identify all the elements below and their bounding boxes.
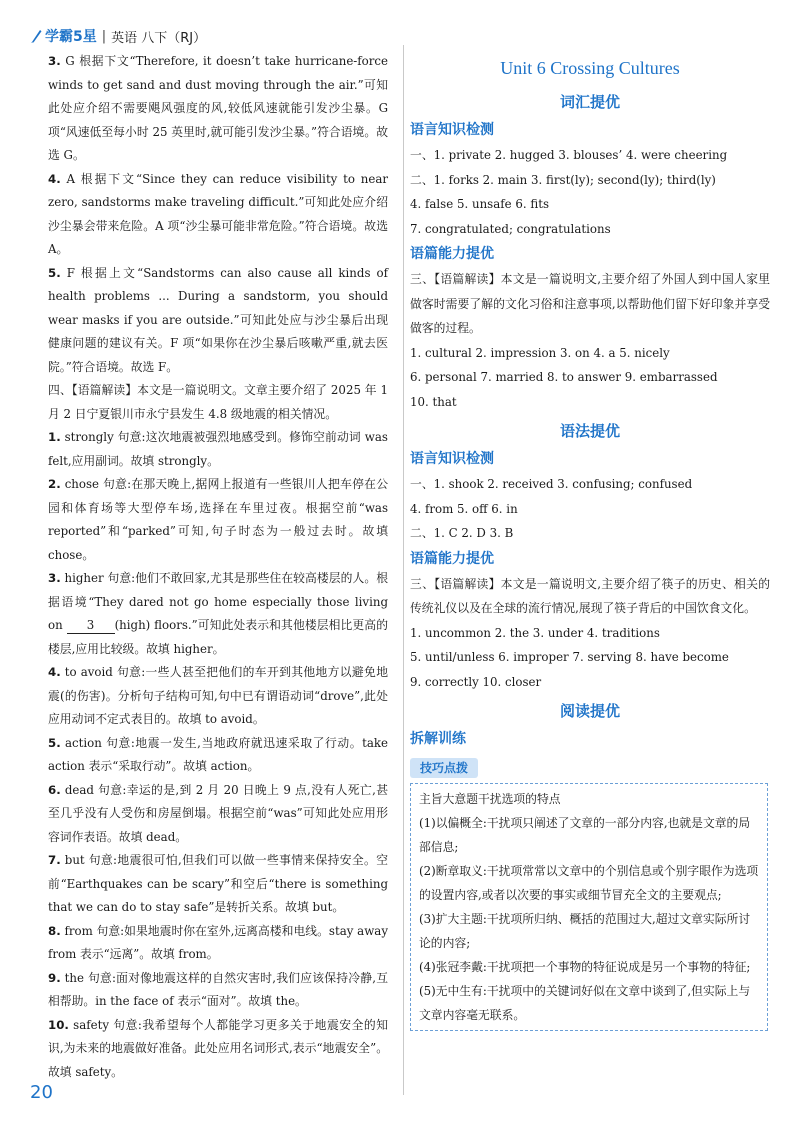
item-number: 5.	[48, 735, 61, 750]
answer-line: 10. that	[410, 394, 457, 409]
item-number: 4.	[48, 665, 61, 679]
tip-item: (2)断章取义:干扰项常常以文章中的个别信息或个别字眼作为选项的设置内容,或者以次要的事实或细节冒充全文的主要观点;	[419, 863, 759, 902]
item-number: 8.	[48, 923, 61, 938]
item-10	[48, 1014, 388, 1085]
brand-logo	[30, 26, 97, 46]
passage-reading: 三、【语篇解读】本文是一篇说明文,主要介绍了筷子的历史、相关的传统礼仪以及在全球的流行情况,展现了筷子背后的中国饮食文化。	[410, 576, 770, 615]
item-number: 1.	[48, 430, 61, 444]
answer-number: 5.	[48, 265, 61, 280]
item-7	[48, 849, 388, 920]
answer-line: 7. congratulated; congratulations	[410, 221, 611, 236]
subsection-discourse: 语篇能力提优	[410, 550, 494, 567]
answer-text: G 根据下文“Therefore, it doesn’t take hurricane-force winds to get sand and dust moving through the air.”可知此处应介绍不需要飓风强度的风,较低风速就能引发沙尘暴。G项“风速低至每小时 25 英里时,就可能引发沙尘暴。”符合语境。故选 G。	[48, 54, 388, 162]
item-5	[48, 732, 388, 779]
answer-line: 二、1. C 2. D 3. B	[410, 526, 514, 540]
subsection-knowledge: 语言知识检测	[410, 451, 494, 467]
right-column	[410, 55, 770, 1031]
item-text: the 句意:面对像地震这样的自然灾害时,我们应该保持冷静,互相帮助。in the face of 表示“面对”。故填 the。	[48, 970, 388, 1008]
answer-text: A 根据下文“Since they can reduce visibility to near zero, sandstorms make traveling difficult.”可知此处应介绍沙尘暴会带来危险。A 项“沙尘暴可能非常危险。”符合语境。故选 A。	[48, 171, 388, 256]
item-2	[48, 473, 388, 567]
answer-text: F 根据上文“Sandstorms can also cause all kinds of health problems ... During a sandstorm, you should wear masks if you are outside.”可知此处应与沙尘暴后出现健康问题的建议有关。F 项“如果你在沙尘暴后咳嗽严重,就去医院。”符合语境。故选 F。	[48, 265, 388, 374]
subsection-breakdown: 拆解训练	[410, 731, 466, 747]
pen-icon	[30, 29, 42, 43]
left-column	[48, 50, 388, 1084]
item-4	[48, 661, 388, 732]
item-9	[48, 967, 388, 1014]
brand-name: 学霸5星	[45, 29, 97, 45]
passage-reading: 三、【语篇解读】本文是一篇说明文,主要介绍了外国人到中国人家里做客时需要了解的文化习俗和注意事项,以帮助他们留下好印象并享受做客的过程。	[410, 272, 770, 335]
answer-line: 二、1. forks 2. main 3. first(ly); second(ly); third(ly)	[410, 172, 716, 187]
item-text: to avoid 句意:一些人甚至把他们的车开到其他地方以避免地震(的伤害)。分析句子结构可知,句中已有谓语动词“drove”,此处应用动词不定式表目的。故填 to avoid。	[48, 665, 388, 726]
section-title-vocab: 词汇提优	[559, 93, 620, 111]
passage-intro: 四、【语篇解读】本文是一篇说明文。文章主要介绍了 2025 年 1 月 2 日宁夏银川市永宁县发生 4.8 级地震的相关情况。	[48, 383, 388, 421]
tip-tag: 技巧点拨	[410, 758, 478, 778]
item-text: strongly 句意:这次地震被强烈地感受到。修饰空前动词 was felt,应用副词。故填 strongly。	[48, 430, 388, 468]
answer-line: 一、1. private 2. hugged 3. blouses’ 4. were cheering	[410, 148, 728, 162]
page-header	[30, 26, 206, 46]
tip-item: (4)张冠李戴:干扰项把一个事物的特征说成是另一个事物的特征;	[419, 959, 751, 974]
answer-line: 9. correctly 10. closer	[410, 674, 542, 689]
item-1	[48, 426, 388, 473]
answer-number: 3.	[48, 54, 61, 68]
tip-item: (1)以偏概全:干扰项只阐述了文章的一部分内容,也就是文章的局部信息;	[419, 815, 751, 854]
header-divider: |	[101, 28, 107, 44]
answer-5	[48, 262, 388, 380]
subject-label: 英语 八下（RJ）	[111, 30, 207, 46]
item-text-cont: (high) floors.”可知此处表示和其他楼层相比更高的楼层,应用比较级。故填 higher。	[48, 618, 389, 656]
item-text: from 句意:如果地震时你在室外,远离高楼和电线。stay away from 表示“远离”。故填 from。	[48, 923, 388, 961]
answer-line: 1. cultural 2. impression 3. on 4. a 5. nicely	[410, 345, 670, 360]
answer-line: 5. until/unless 6. improper 7. serving 8. have become	[410, 650, 729, 664]
answer-number: 4.	[48, 171, 61, 186]
tip-heading: 主旨大意题干扰选项的特点	[419, 791, 561, 806]
item-text: dead 句意:幸运的是,到 2 月 20 日晚上 9 点,没有人死亡,甚至几乎没有人受伤和房屋倒塌。根据空前“was”可知此处应用形容词作表语。故填 dead。	[48, 782, 388, 844]
section-title-reading: 阅读提优	[559, 702, 620, 720]
tip-box	[410, 783, 768, 1031]
item-number: 3.	[48, 571, 61, 585]
page-number: 20	[30, 1082, 53, 1103]
item-3	[48, 567, 388, 661]
tip-item: (5)无中生有:干扰项中的关键词好似在文章中谈到了,但实际上与文章内容毫无联系。	[419, 983, 751, 1022]
answer-line: 4. from 5. off 6. in	[410, 501, 518, 516]
section-title-grammar: 语法提优	[559, 422, 620, 440]
answer-line: 6. personal 7. married 8. to answer 9. embarrassed	[410, 370, 718, 384]
answer-line: 1. uncommon 2. the 3. under 4. traditions	[410, 625, 660, 640]
item-text: higher 句意:他们不敢回家,尤其是那些住在较高楼层的人。根据语境“They dared not go home especially those living on	[48, 571, 388, 632]
answer-4	[48, 168, 388, 262]
item-text: chose 句意:在那天晚上,据网上报道有一些银川人把车停在公园和体育场等大型停车场,选择在车里过夜。根据空前“was reported”和“parked”可知,句子时态为一般过去时。故填 chose。	[48, 477, 388, 562]
subsection-knowledge: 语言知识检测	[410, 122, 494, 138]
answer-3	[48, 50, 388, 168]
item-8	[48, 920, 388, 967]
answer-line: 4. false 5. unsafe 6. fits	[410, 197, 550, 211]
answer-line: 一、1. shook 2. received 3. confusing; confused	[410, 477, 693, 491]
item-number: 7.	[48, 853, 61, 867]
item-text: action 句意:地震一发生,当地政府就迅速采取了行动。take action 表示“采取行动”。故填 action。	[48, 735, 388, 773]
item-number: 2.	[48, 477, 61, 491]
item-number: 6.	[48, 782, 61, 797]
column-divider	[403, 45, 404, 1095]
subsection-discourse: 语篇能力提优	[410, 246, 494, 262]
item-6	[48, 779, 388, 850]
item-text: but 句意:地震很可怕,但我们可以做一些事情来保持安全。空前“Earthquakes can be scary”和空后“there is something that we can do to stay safe”是转折关系。故填 but。	[48, 853, 388, 914]
item-number: 10.	[48, 1017, 69, 1032]
item-text: safety 句意:我希望每个人都能学习更多关于地震安全的知识,为未来的地震做好准备。此处应用名词形式,表示“地震安全”。故填 safety。	[48, 1017, 388, 1079]
item-number: 9.	[48, 970, 61, 985]
blank-line: 3	[67, 617, 115, 634]
tip-item: (3)扩大主题:干扰项所归纳、概括的范围过大,超过文章实际所讨论的内容;	[419, 911, 751, 950]
unit-title: Unit 6 Crossing Cultures	[500, 58, 680, 78]
